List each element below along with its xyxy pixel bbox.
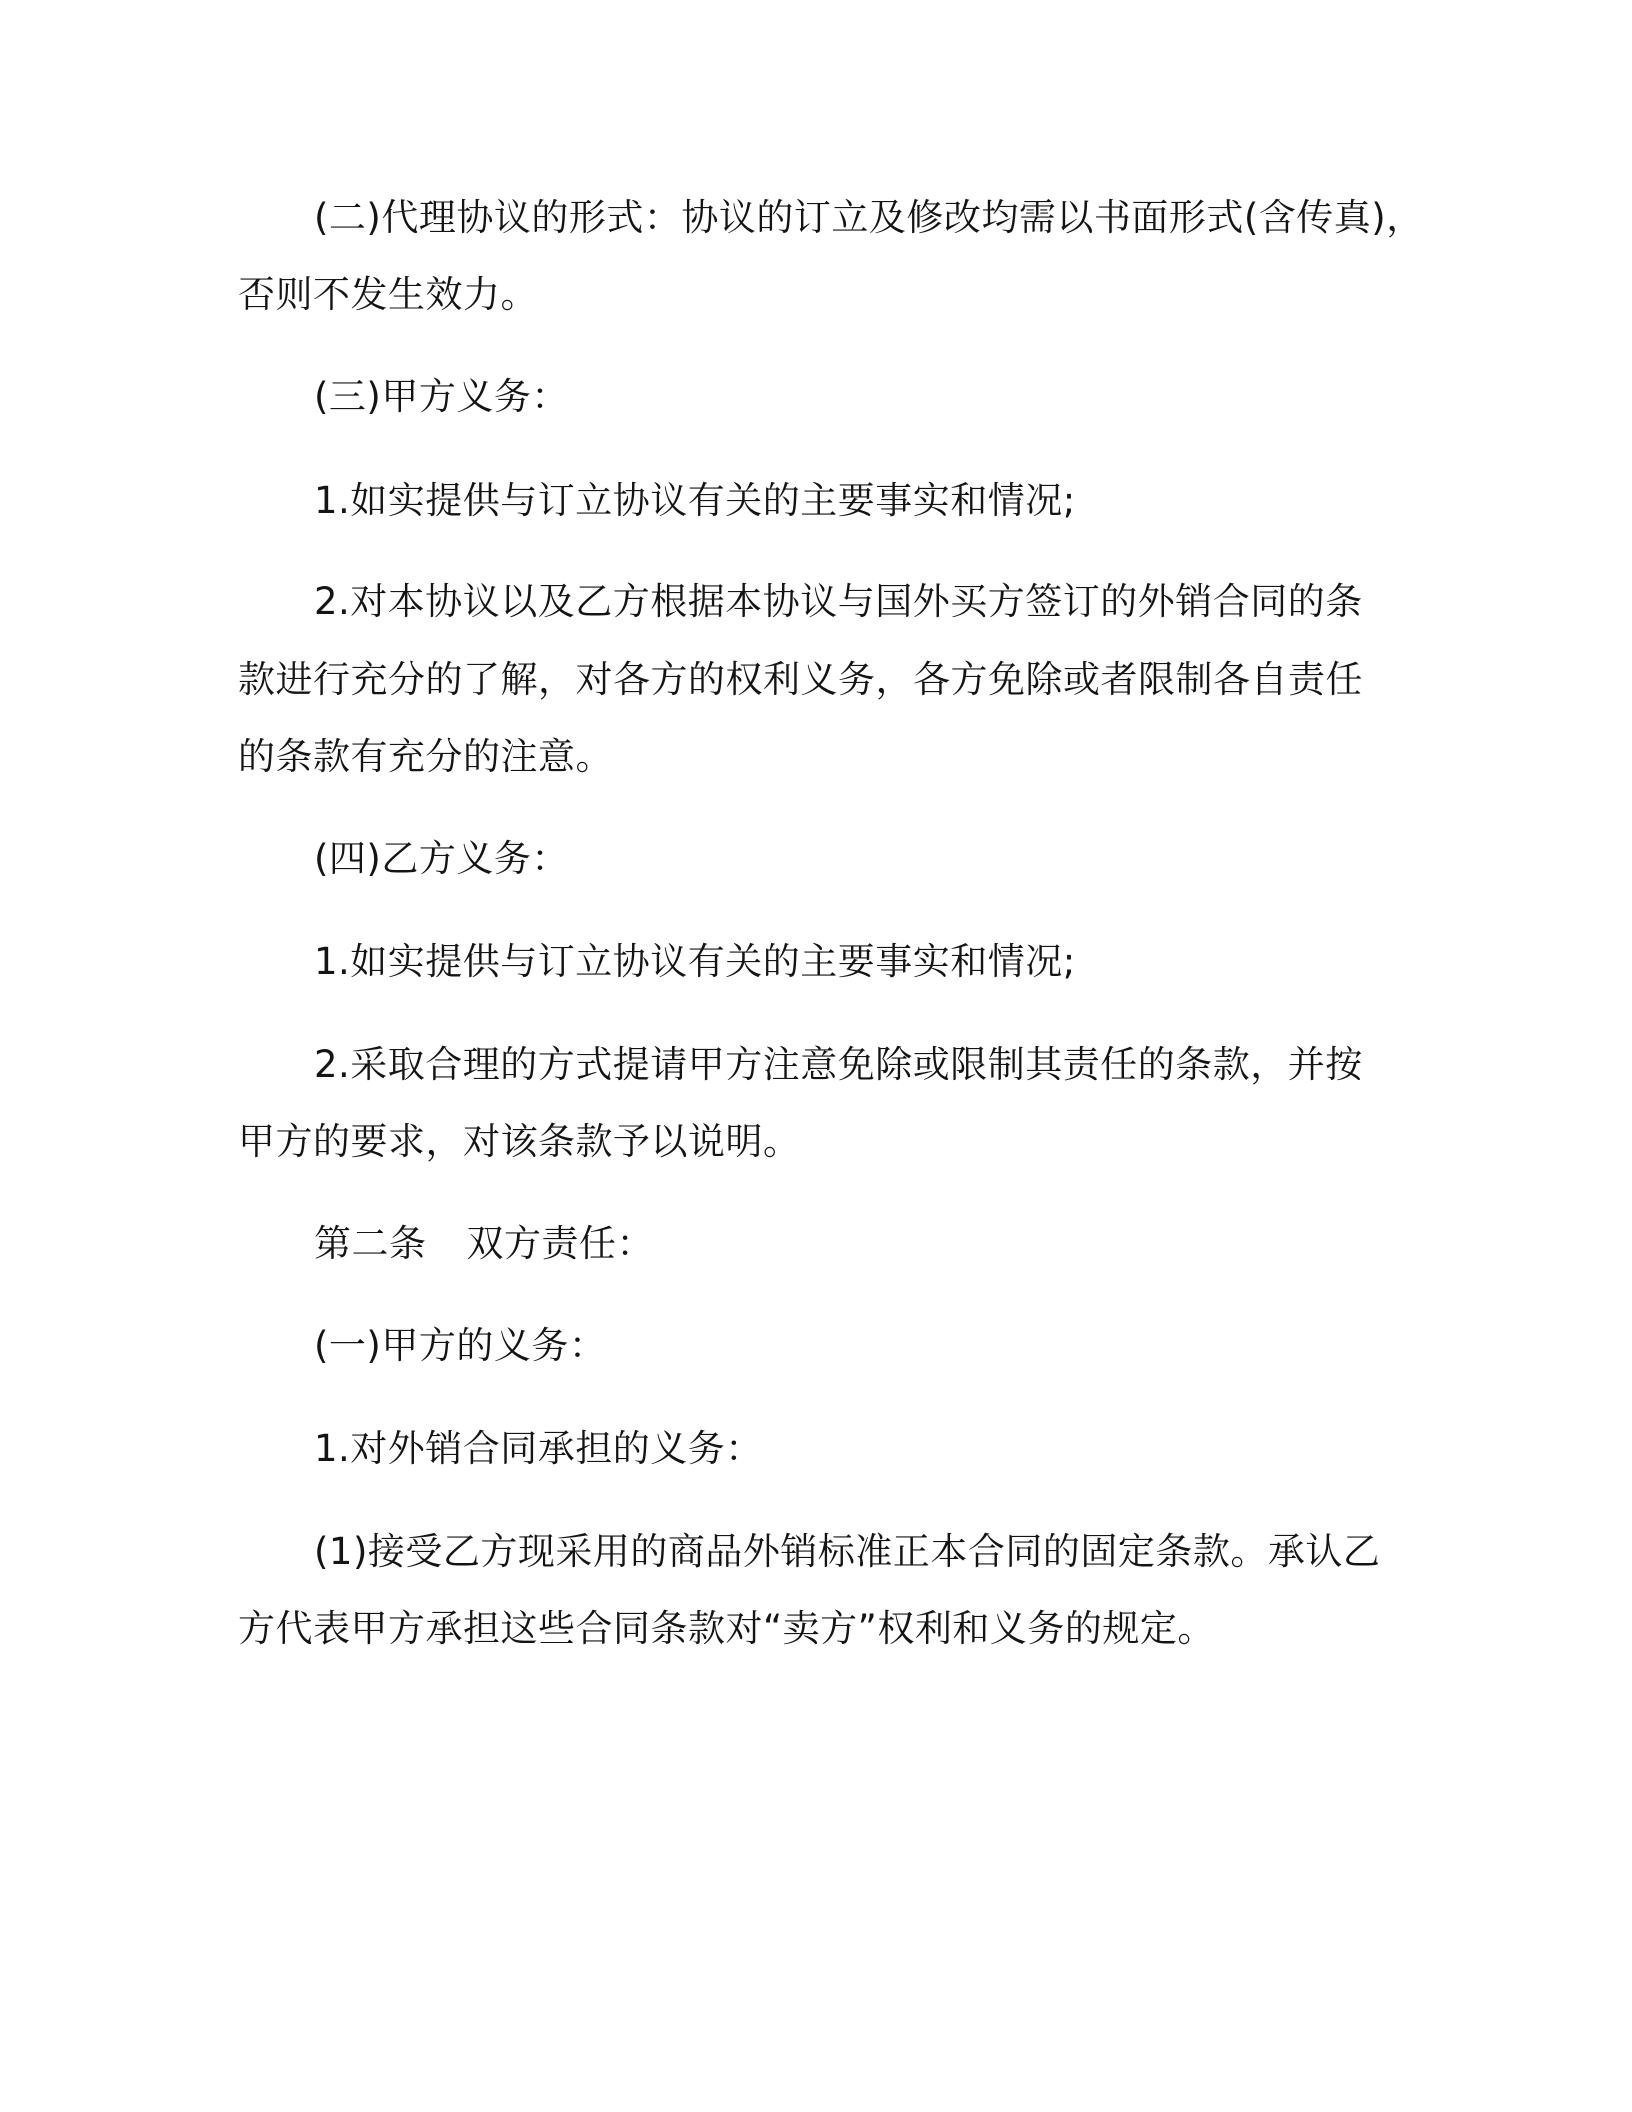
paragraph-2-line-2: 否则不发生效力。 [238, 273, 538, 316]
heading-party-b-duties: (四)乙方义务： [314, 837, 569, 880]
heading-party-a-obligations: (一)甲方的义务： [314, 1324, 607, 1367]
party-b-duty-2-line-2: 甲方的要求，对该条款予以说明。 [238, 1120, 801, 1163]
party-a-duty-2-line-3: 的条款有充分的注意。 [238, 735, 613, 778]
obligation-1-1-line-2: 方代表甲方承担这些合同条款对“卖方”权利和义务的规定。 [238, 1607, 1215, 1650]
article-2-heading [314, 1220, 654, 1268]
party-a-duty-2-line-2: 款进行充分的了解，对各方的权利义务，各方免除或者限制各自责任 [238, 658, 1363, 701]
paragraph-2-line-1: (二)代理协议的形式：协议的订立及修改均需以书面形式(含传真)， [314, 196, 1424, 239]
article-title: 双方责任： [466, 1222, 654, 1265]
heading-party-a-duties: (三)甲方义务： [314, 375, 569, 418]
party-b-duty-2-line-1: 2.采取合理的方式提请甲方注意免除或限制其责任的条款，并按 [314, 1043, 1363, 1086]
party-a-duty-1: 1.如实提供与订立协议有关的主要事实和情况; [314, 479, 1076, 522]
article-number: 第二条 [314, 1222, 427, 1265]
party-b-duty-1: 1.如实提供与订立协议有关的主要事实和情况; [314, 940, 1076, 983]
obligation-1: 1.对外销合同承担的义务： [314, 1427, 763, 1470]
obligation-1-1-line-1: (1)接受乙方现采用的商品外销标准正本合同的固定条款。承认乙 [314, 1530, 1381, 1573]
party-a-duty-2-line-1: 2.对本协议以及乙方根据本协议与国外买方签订的外销合同的条 [314, 580, 1363, 623]
